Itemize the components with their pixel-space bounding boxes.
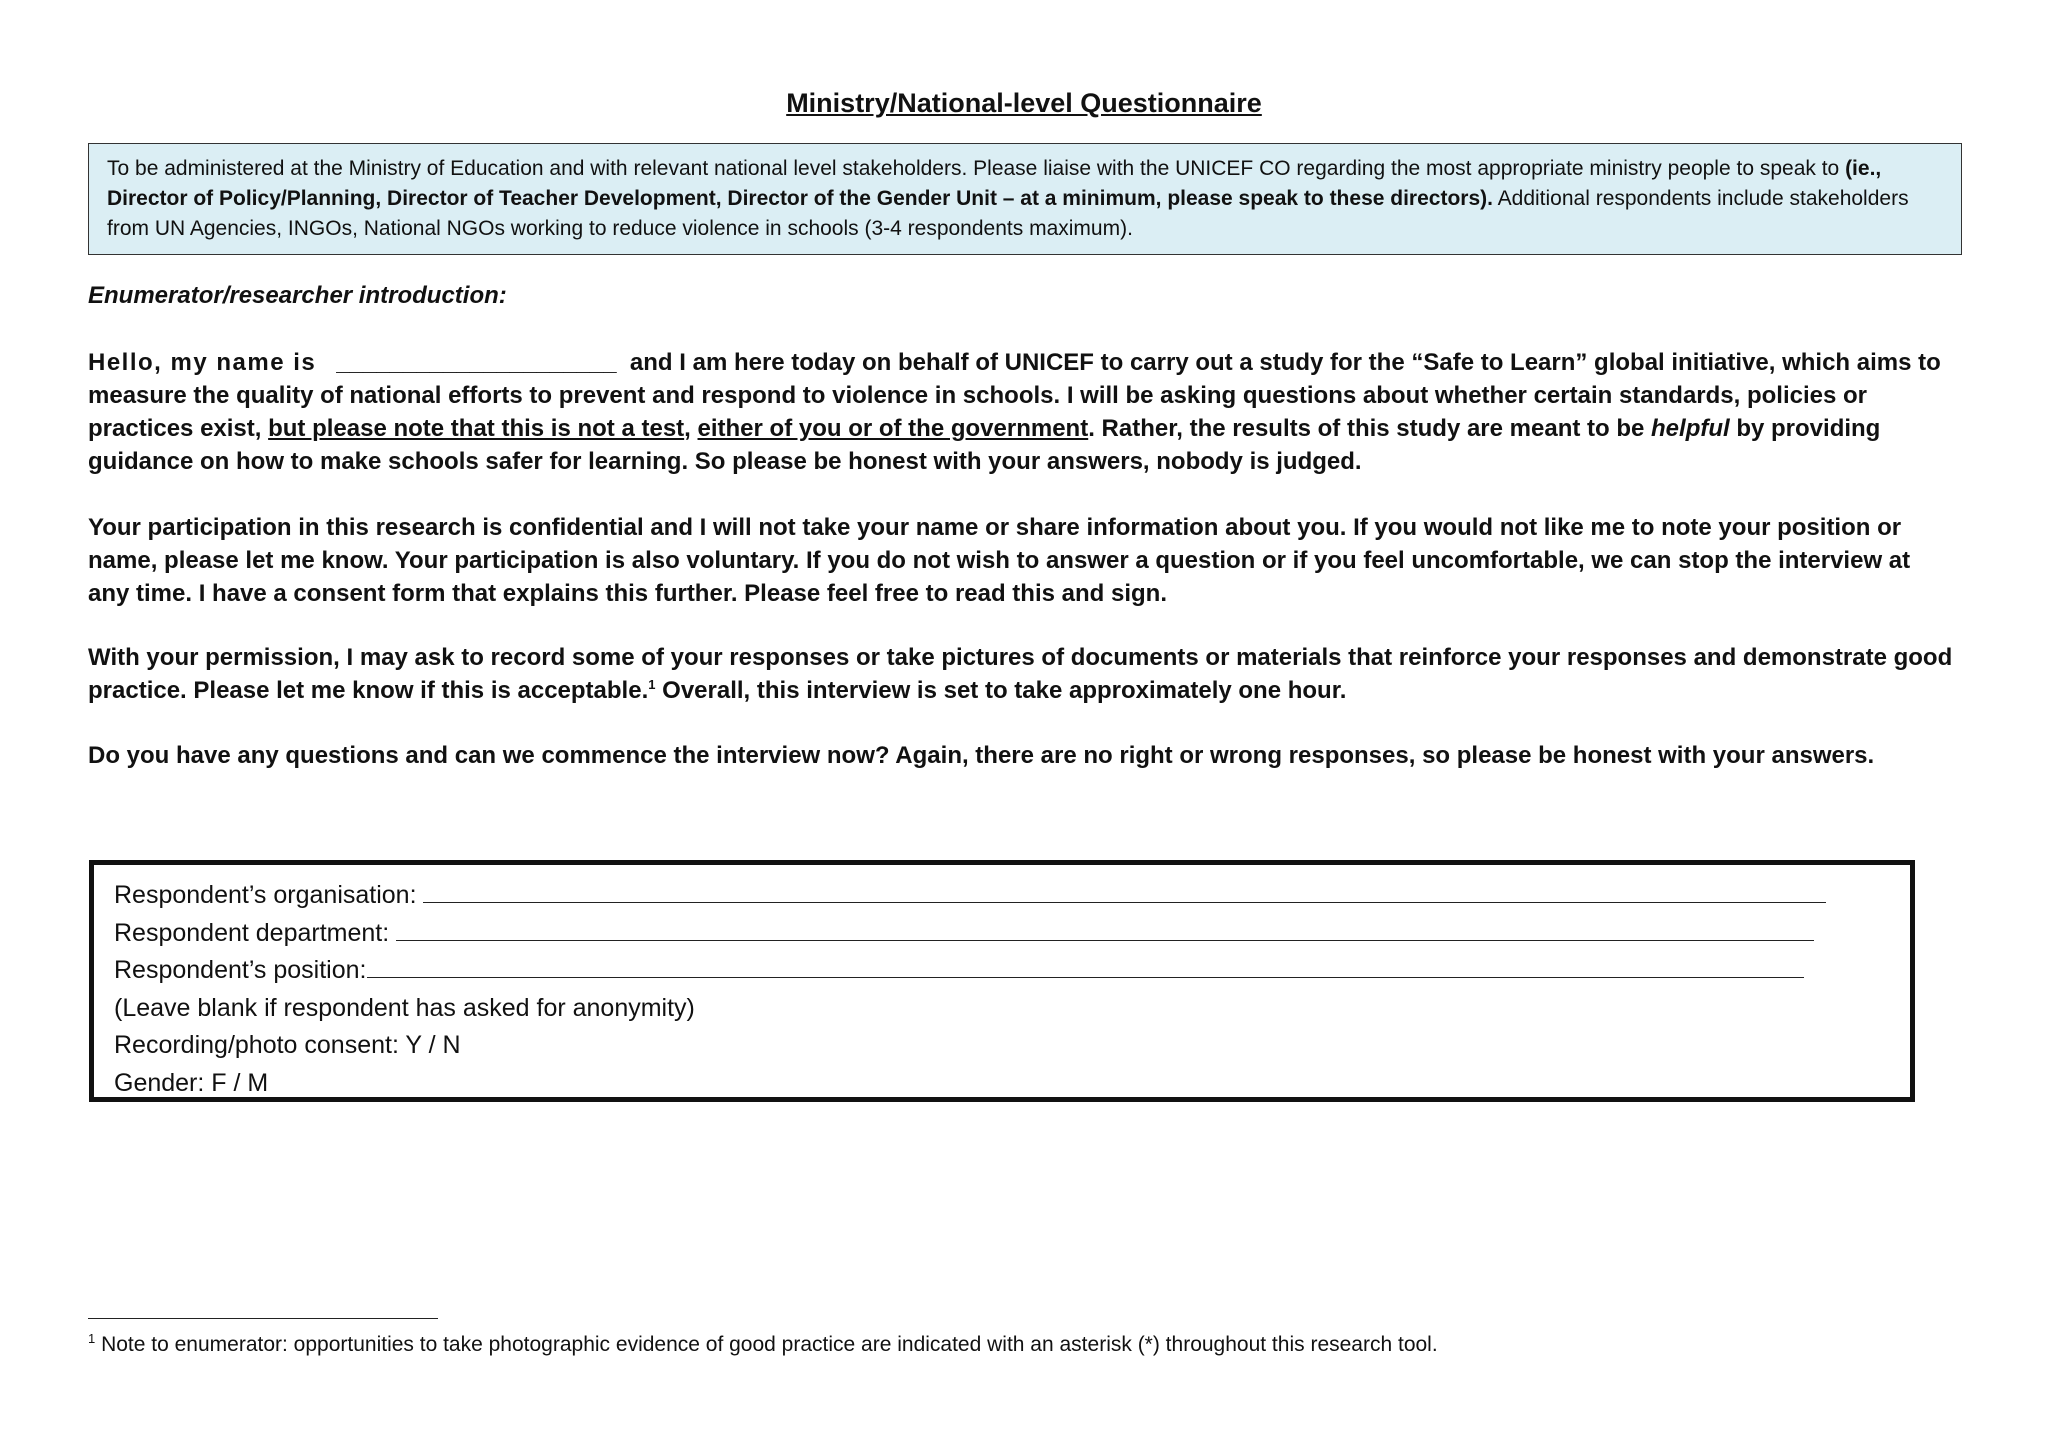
instructions-box (88, 143, 1962, 255)
instructions-text-continued: Additional respondents include stakeholders from UN Agencies, INGOs, National NGOs working to reduce violence in schools (3-4 respondents maximum). (107, 187, 1909, 240)
intro-heading: Enumerator/researcher introduction: (88, 282, 507, 309)
department-field[interactable] (396, 916, 1814, 941)
footnote-divider (88, 1318, 438, 1319)
intro-paragraph-4: Do you have any questions and can we commence the interview now? Again, there are no right or wrong responses, so please be honest with your answers. (88, 742, 1875, 769)
footnote-reference: 1 (648, 677, 656, 692)
page-title: Ministry/National-level Questionnaire (786, 88, 1262, 118)
position-label: Respondent’s position: (114, 956, 367, 984)
gender-row: Gender: F / M (114, 1068, 269, 1097)
respondent-info-box (89, 860, 1915, 1102)
position-row (114, 952, 1910, 990)
intro-paragraph-1 (88, 346, 1958, 478)
para1-comma: , (684, 415, 698, 442)
not-a-test-note: but please note that this is not a test (268, 415, 685, 442)
para3-text-2: Overall, this interview is set to take approximately one hour. (655, 677, 1347, 704)
intro-paragraph-2: Your participation in this research is confidential and I will not take your name or share information about you. If you would not like me to note your position or name, please let me know. Your participation is also voluntary. If you do not wish to answer a question or if you feel uncomfortable, we can stop the interview at any time. I have a consent form that explains this further. Please feel free to read this and sign. (88, 514, 1911, 607)
footnote-text: Note to enumerator: opportunities to take photographic evidence of good practice are indicated with an asterisk (*) throughout this research tool. (95, 1333, 1438, 1356)
instructions-bold-text: (ie., Director of Policy/Planning, Director of Teacher Development, Director of the Gender Unit – at a minimum, please speak to these directors). (107, 157, 1882, 210)
organisation-label: Respondent’s organisation: (114, 881, 424, 909)
department-row (114, 915, 1910, 953)
consent-row: Recording/photo consent: Y / N (114, 1031, 461, 1059)
organisation-row (114, 877, 1910, 915)
para1-text-1: and I am here today on behalf of UNICEF to carry out a study for the “Safe to Learn” global initiative, which aims to measure the quality of national efforts to prevent and respond to violence in schools. I will be asking questions about whether certain standards, policies or practices exist, (88, 349, 1941, 442)
para3-text-1: With your permission, I may ask to record some of your responses or take pictures of documents or materials that reinforce your responses and demonstrate good practice. Please let me know if this is acceptable. (88, 644, 1953, 704)
footnote (88, 1333, 1438, 1357)
intro-paragraph-3 (88, 641, 1958, 707)
position-field[interactable] (367, 953, 1804, 978)
greeting-text: Hello, my name is (88, 349, 317, 376)
organisation-field[interactable] (423, 878, 1826, 903)
helpful-emphasis: helpful (1651, 415, 1730, 442)
name-blank: _____________________ (336, 349, 617, 376)
instructions-text: To be administered at the Ministry of Education and with relevant national level stakeholders. Please liaise with the UNICEF CO regarding the most appropriate ministry people to speak to (107, 157, 1846, 180)
footnote-number: 1 (88, 1331, 96, 1346)
anonymity-note: (Leave blank if respondent has asked for anonymity) (114, 993, 695, 1022)
department-label: Respondent department: (114, 918, 397, 947)
para1-text-3: by providing guidance on how to make schools safer for learning. So please be honest with your answers, nobody is judged. (88, 415, 1881, 475)
para1-text-2: . Rather, the results of this study are meant to be (1088, 415, 1652, 442)
not-judging-note: either of you or of the government (697, 415, 1089, 442)
